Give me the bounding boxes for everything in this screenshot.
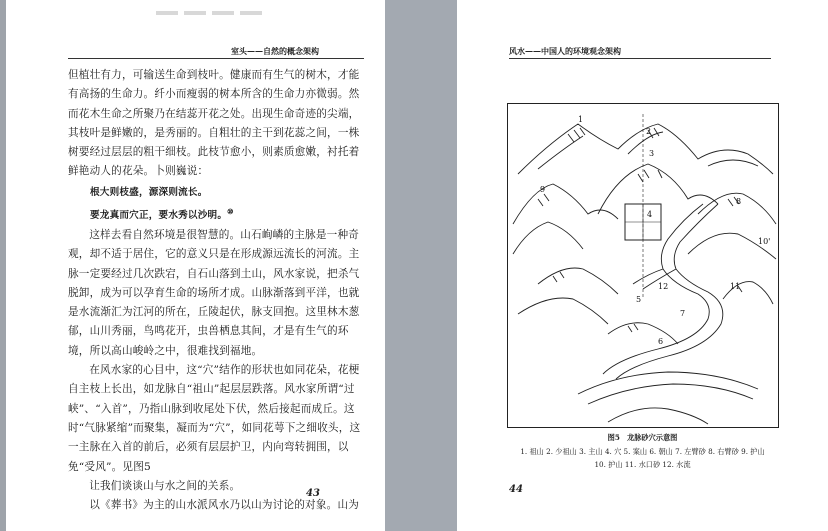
river-bottom-2 (588, 384, 753, 404)
label-5: 5 (636, 295, 642, 304)
figure-legend-line-2: 10. 护山 11. 水口砂 12. 水流 (594, 460, 691, 469)
label-4: 4 (647, 210, 653, 219)
figure-legend-line-1: 1. 祖山 2. 少祖山 3. 主山 4. 穴 5. 案山 6. 朝山 7. 左臂砂 8. 右臂砂 9. 护山 (520, 447, 765, 456)
label-1: 1 (578, 115, 584, 124)
label-6: 6 (658, 337, 664, 346)
poem-line-text: 要龙真而穴正，要水秀以沙明。 (90, 209, 228, 221)
left-arm-hill-2 (518, 298, 608, 324)
river-branch (633, 269, 676, 289)
body-text-left (68, 66, 364, 515)
river-upper (603, 204, 709, 374)
paragraph: 在风水家的心目中，这“穴”结作的形状也如同花朵，花梗自主枝上长出，如龙脉自“祖山”起层层跌落。风水家所谓“过峡”、“入首”，乃指山脉到收尾处下伏，然后接起而成丘。这时“气脉紧缩”而聚集，凝而为“穴”，如同花萼下之细收头，这一主脉在入首的前后，必须有层层护卫，内向弯转拥围，以免“受风”。见图5 (68, 364, 361, 473)
figure-title: 图5 龙脉砂穴示意图 (607, 433, 678, 442)
protector-mountain-left-2 (513, 222, 583, 254)
protector-mountain-left (513, 184, 618, 224)
label-10: 10' (758, 237, 771, 246)
label-12: 12 (658, 282, 669, 291)
running-head-right: 风水——中国人的环境观念架构 (509, 46, 621, 56)
viewer-gutter (385, 0, 457, 531)
paragraph: 这样去看自然环境是很智慧的。山石峋嶙的主脉是一种奇观，却不适于居住，它的意义只是在形成源远流长的河流。主脉一定要经过几次跌宕，自石山落到土山，风水家说，把杀气脱卸，成为可以孕育生命的场所才成。山脉渐落到平洋，也就是水流渐汇为江河的所在，丘陵起伏，脉支回抱。这里林木葱郁，山川秀丽，鸟鸣花开，虫兽栖息其间，才是有生气的环境，所以高山峻岭之中，很难找到福地。 (68, 228, 360, 357)
page-44 (457, 0, 828, 531)
landscape-illustration (508, 104, 778, 427)
footnote-mark: ⑩ (227, 206, 234, 216)
river-bottom (578, 372, 758, 394)
header-rule-right (509, 58, 771, 59)
poem-line: 根大则枝盛，源深则流长。 (90, 186, 208, 198)
facing-mountain (608, 408, 708, 424)
left-arm-hill (538, 268, 618, 294)
label-9: 9 (540, 185, 546, 194)
page-number-right: 44 (509, 484, 523, 495)
paragraph: 让我们谈谈山与水之间的关系。 (89, 479, 241, 492)
paragraph: 以《葬书》为主的山水派风水乃以山为讨论的对象。山为 (89, 499, 360, 512)
river-lower (616, 204, 723, 379)
paragraph: 但植壮有力，可输送生命到枝叶。健康而有生气的树木，才能有高扬的生命力。纤小而瘦弱的树本所含的生命力亦微弱。然而花木生命之所聚乃在结蕊开花之处。出现生命奇迹的尖端，其枝叶是鲜嫩的，是秀丽的。自粗壮的主干到花蕊之间，一株树要经过层层的粗干细枝。此枝节愈小，则素质愈嫩，衬托着鲜艳动人的花朵。卜则巍说： (68, 69, 360, 178)
label-7: 7 (680, 309, 686, 318)
label-11: 11 (730, 282, 741, 291)
label-8: 8 (736, 197, 742, 206)
running-head-left: 室头——自然的概念架构 (231, 46, 319, 56)
page-43 (6, 0, 385, 531)
poem-line (90, 203, 364, 224)
case-mountain (608, 323, 678, 344)
label-2: 2 (646, 127, 652, 136)
top-decoration (156, 0, 336, 6)
dragon-vein-figure (507, 103, 779, 428)
label-3: 3 (649, 149, 655, 158)
header-rule-left (68, 58, 364, 59)
page-number-left: 43 (306, 488, 320, 499)
